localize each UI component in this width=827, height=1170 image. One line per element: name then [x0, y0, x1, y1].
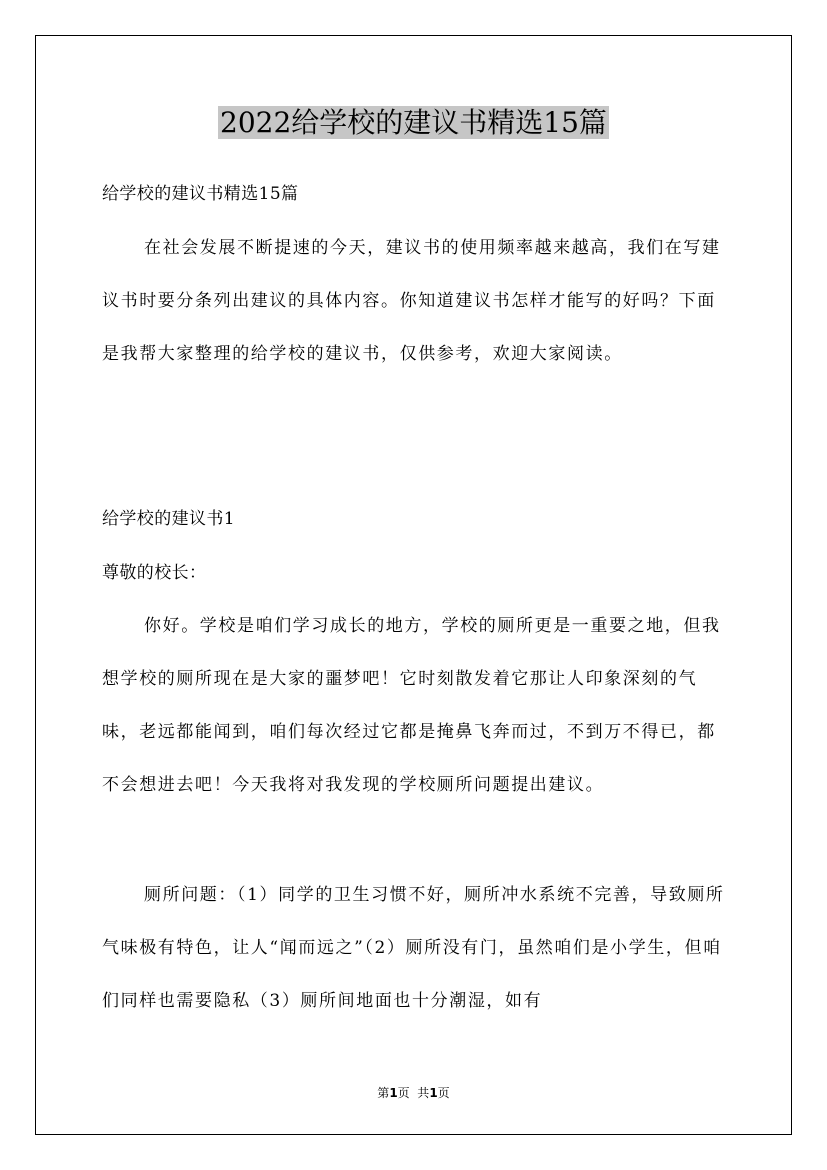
page-number: 1: [389, 1086, 398, 1100]
intro-paragraph: 在社会发展不断提速的今天，建议书的使用频率越来越高，我们在写建议书时要分条列出建议的具体内容。你知道建议书怎样才能写的好吗？下面是我帮大家整理的给学校的建议书，仅供参考，欢迎大家阅读。: [102, 238, 721, 364]
paragraph-1: 你好。学校是咱们学习成长的地方，学校的厕所更是一重要之地，但我想学校的厕所现在是大家的噩梦吧！它时刻散发着它那让人印象深刻的气味，老远都能闻到，咱们每次经过它都是掩鼻飞奔而过，不到万不得已，都不会想进去吧！今天我将对我发现的学校厕所问题提出建议。: [102, 616, 721, 795]
salutation: 尊敬的校长：: [102, 563, 207, 583]
page-label-prefix: 第: [377, 1086, 390, 1100]
section-heading: 给学校的建议书1: [102, 509, 236, 529]
page-footer: [0, 1084, 827, 1101]
paragraph-2: 厕所问题：（1）同学的卫生习惯不好，厕所冲水系统不完善，导致厕所气味极有特色，让人“闻而远之”（2）厕所没有门，虽然咱们是小学生，但咱们同样也需要隐私（3）厕所间地面也十分潮湿，如有: [102, 885, 725, 1011]
page-total: 1: [429, 1086, 438, 1100]
document-title-text: 2022给学校的建议书精选15篇: [220, 106, 607, 139]
subtitle: 给学校的建议书精选15篇: [102, 184, 299, 204]
page-label-mid: 页 共: [397, 1086, 430, 1100]
document-title: [0, 100, 827, 146]
page-label-suffix: 页: [437, 1086, 450, 1100]
